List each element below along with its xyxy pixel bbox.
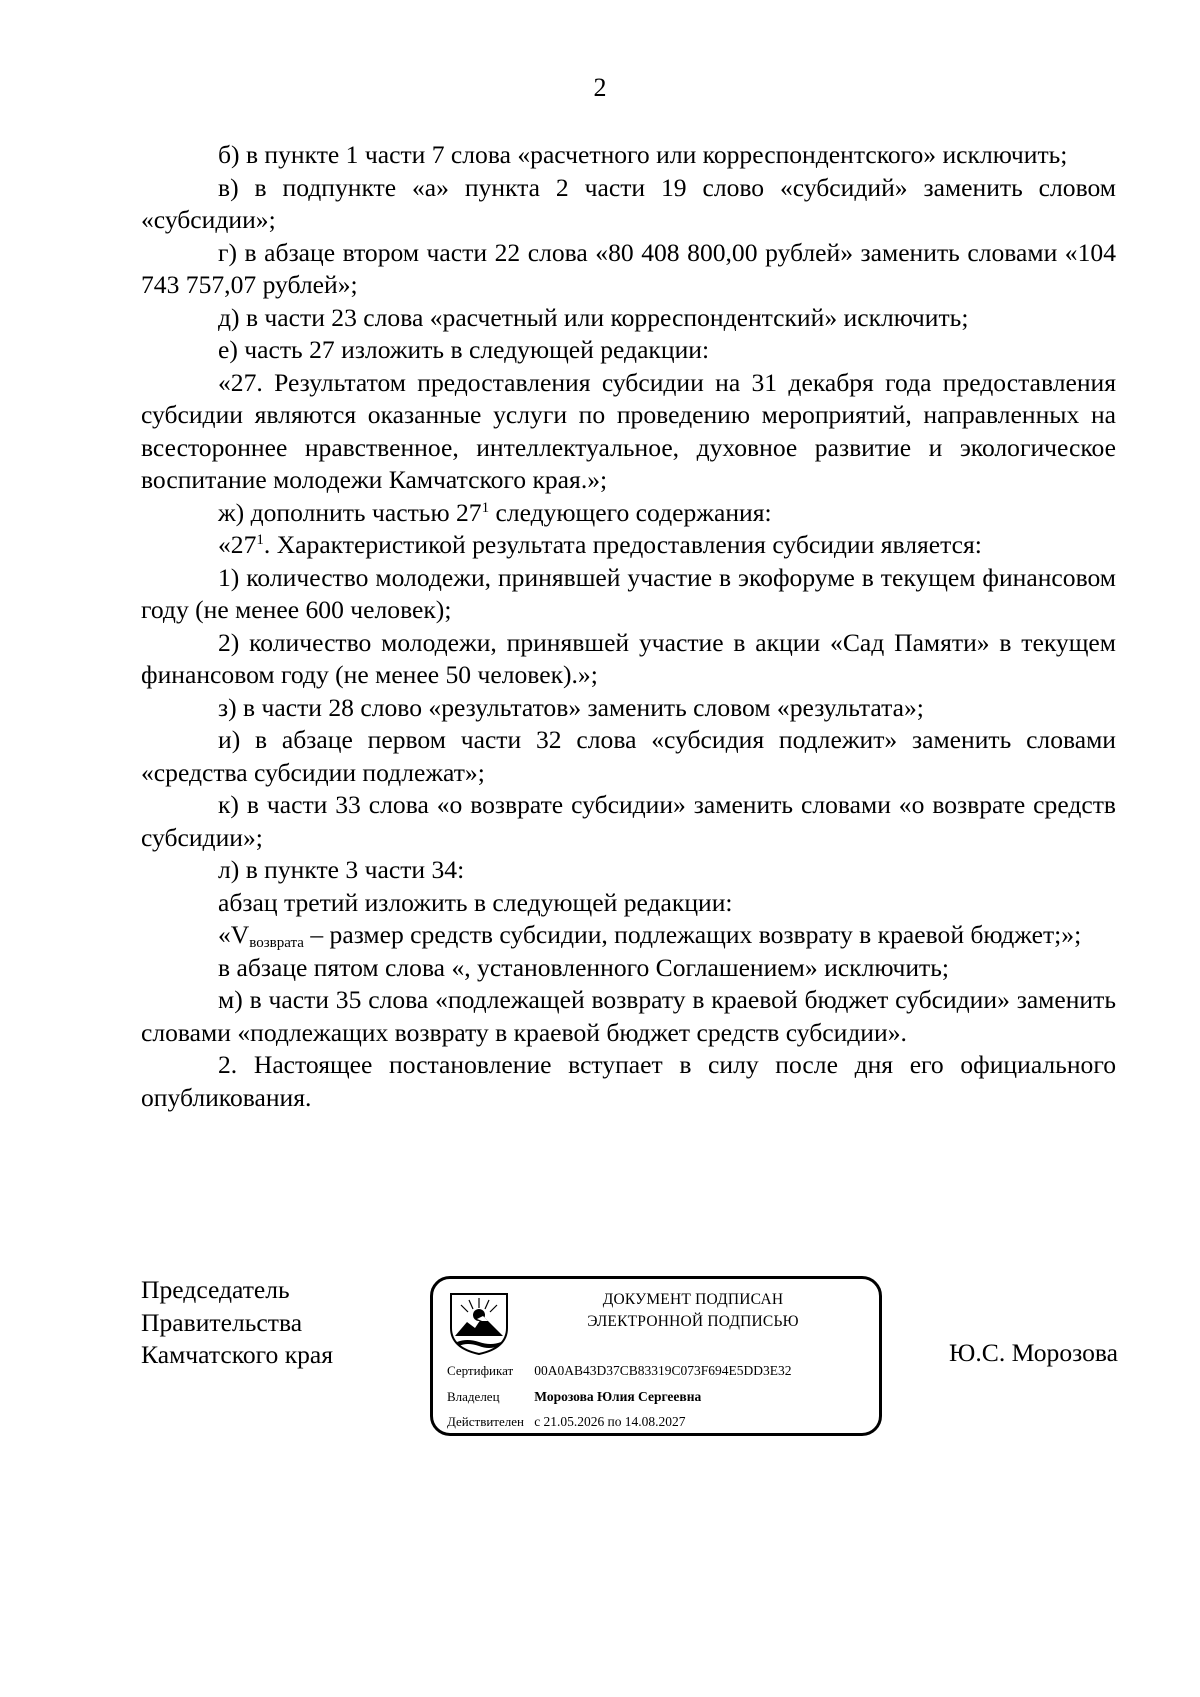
stamp-owner-row bbox=[447, 1389, 701, 1405]
paragraph-b: б) в пункте 1 части 7 слова «расчетного или корреспондентского» исключить; bbox=[218, 140, 1068, 169]
paragraph-27-text: «27. Результатом предоставления субсидии на 31 декабря года предоставления субсидии являются оказанные услуги по проведению мероприятий, направленных на всестороннее нравственное, интеллектуальное, духовное развитие и экологическое воспитание молодежи Камчатского края.»; bbox=[141, 367, 1116, 494]
stamp-valid-from-label: с bbox=[534, 1414, 541, 1429]
paragraph-g: г) в абзаце втором части 22 слова «80 408 800,00 рублей» заменить словами «104 743 757,07 рублей»; bbox=[141, 237, 1116, 299]
stamp-owner-value: Морозова Юлия Сергеевна bbox=[534, 1389, 702, 1404]
stamp-certificate-value: 00A0AB43D37CB83319C073F694E5DD3E32 bbox=[534, 1363, 792, 1378]
paragraph-v-vozvrata-before: «V bbox=[218, 920, 250, 949]
paragraph-item-2: 2) количество молодежи, принявшей участие в акции «Сад Памяти» в текущем финансовом году (не менее 50 человек).»; bbox=[141, 627, 1116, 689]
stamp-valid-to: 14.08.2027 bbox=[624, 1414, 686, 1429]
stamp-title-line-1: ДОКУМЕНТ ПОДПИСАН bbox=[602, 1291, 784, 1308]
stamp-title bbox=[523, 1289, 863, 1333]
paragraph-l: л) в пункте 3 части 34: bbox=[218, 855, 465, 884]
paragraph-z: з) в части 28 слово «результатов» заменить словом «результата»; bbox=[218, 692, 924, 722]
superscript-1: 1 bbox=[481, 499, 490, 516]
electronic-signature-stamp bbox=[430, 1276, 882, 1436]
paragraph-zh-after: следующего содержания: bbox=[489, 497, 772, 527]
paragraph-item-1: 1) количество молодежи, принявшей участие в экофоруме в текущем финансовом году (не менее 600 человек); bbox=[141, 562, 1116, 624]
signatory-line-3: Камчатского края bbox=[141, 1340, 334, 1369]
signer-name: Ю.С. Морозова bbox=[949, 1338, 1118, 1367]
paragraph-v: в) в подпункте «а» пункта 2 части 19 слово «субсидий» заменить словом «субсидии»; bbox=[141, 172, 1116, 234]
superscript-1: 1 bbox=[256, 532, 264, 548]
document-body bbox=[141, 139, 1116, 1114]
paragraph-zh bbox=[141, 497, 1116, 530]
paragraph-abzac-tretij: абзац третий изложить в следующей редакции: bbox=[218, 887, 733, 917]
stamp-validity-row bbox=[447, 1414, 685, 1430]
stamp-validity-label: Действителен bbox=[447, 1414, 524, 1429]
paragraph-e: е) часть 27 изложить в следующей редакции: bbox=[218, 335, 710, 364]
paragraph-v-vozvrata-after: – размер средств субсидии, подлежащих возврату в краевой бюджет;»; bbox=[303, 920, 1082, 949]
paragraph-i: и) в абзаце первом части 32 слова «субсидия подлежит» заменить словами «средства субсидии подлежат»; bbox=[141, 725, 1116, 787]
stamp-valid-to-label: по bbox=[607, 1414, 622, 1429]
paragraph-m: м) в части 35 слова «подлежащей возврату в краевой бюджет субсидии» заменить словами «подлежащих возврату в краевой бюджет средств субсидии». bbox=[141, 985, 1116, 1047]
paragraph-27-1-before: «27 bbox=[218, 530, 257, 559]
stamp-certificate-row bbox=[447, 1363, 792, 1379]
subscript-vozvrata: возврата bbox=[249, 935, 304, 951]
signatory-line-1: Председатель bbox=[141, 1275, 290, 1304]
stamp-valid-from: 21.05.2026 bbox=[543, 1414, 605, 1429]
stamp-certificate-label: Сертификат bbox=[447, 1363, 514, 1378]
kamchatka-coat-of-arms-icon bbox=[447, 1288, 511, 1356]
paragraph-27-1-after: . Характеристикой результата предоставления субсидии является: bbox=[263, 530, 982, 559]
signatory-line-2: Правительства bbox=[141, 1307, 303, 1337]
paragraph-2: 2. Настоящее постановление вступает в силу после дня его официального опубликования. bbox=[141, 1050, 1116, 1112]
signatory-title bbox=[141, 1274, 333, 1372]
stamp-owner-label: Владелец bbox=[447, 1389, 500, 1404]
paragraph-d: д) в части 23 слова «расчетный или корреспондентский» исключить; bbox=[218, 302, 969, 332]
paragraph-v-vozvrata bbox=[141, 919, 1116, 952]
paragraph-27-1-text bbox=[141, 529, 1116, 562]
paragraph-abzac-pyatyj: в абзаце пятом слова «, установленного Соглашением» исключить; bbox=[218, 952, 950, 982]
page-number: 2 bbox=[593, 73, 607, 102]
stamp-title-line-2: ЭЛЕКТРОННОЙ ПОДПИСЬЮ bbox=[587, 1313, 799, 1330]
paragraph-k: к) в части 33 слова «о возврате субсидии» заменить словами «о возврате средств субсидии»; bbox=[141, 790, 1116, 852]
paragraph-zh-before: ж) дополнить частью 27 bbox=[218, 497, 482, 527]
